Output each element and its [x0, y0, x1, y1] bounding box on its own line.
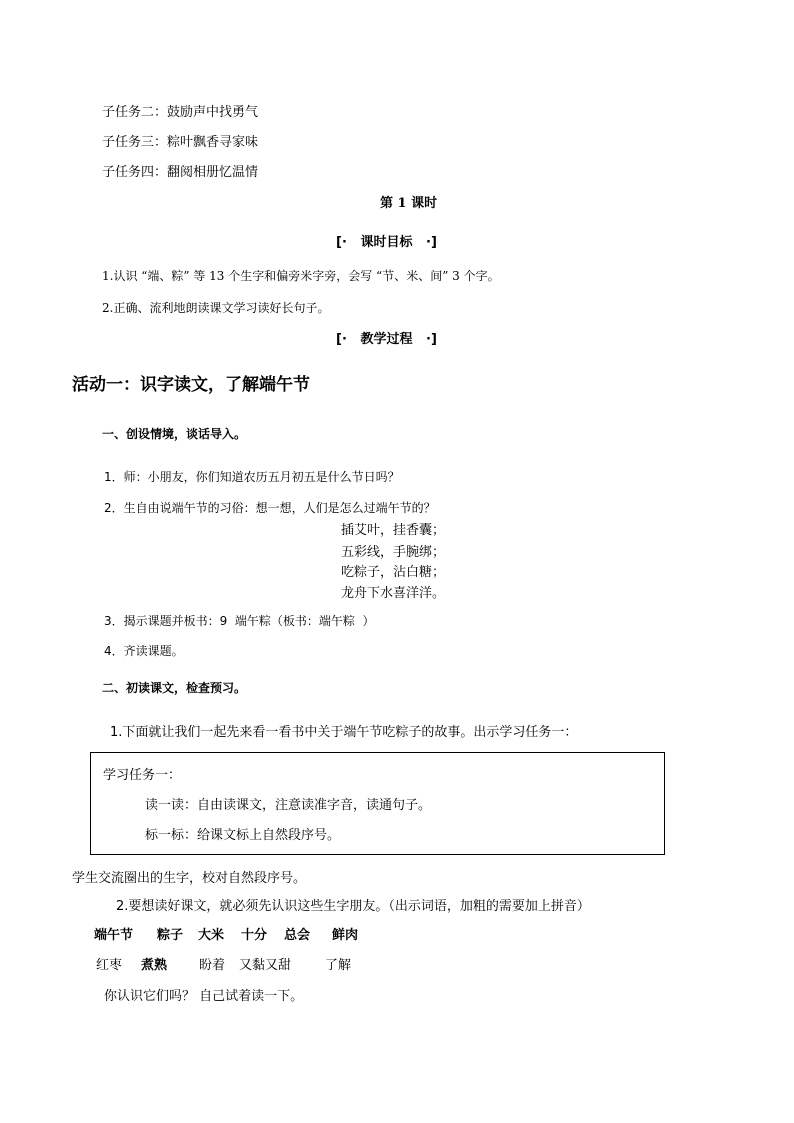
section2-heading: 二、初读课文，检查预习。 [102, 681, 247, 695]
section2-step-1: 1.下面就让我们一起先来看一看书中关于端午节吃粽子的故事。出示学习任务一： [110, 725, 578, 740]
task-box-title: 学习任务一： [103, 768, 182, 783]
activity-title: 活动一：识字读文，了解端午节 [72, 375, 310, 395]
vocab-word: 又黏又甜 [239, 958, 292, 973]
lesson-title: 第 1 课时 [380, 196, 438, 211]
vocab-word: 总会 [284, 928, 311, 943]
section1-item-2: 2．生自由说端午节的习俗：想一想，人们是怎么过端午节的？ [104, 501, 436, 515]
section1-item-4: 4．齐读课题。 [104, 644, 184, 658]
section1-heading: 一、创设情境，谈话导入。 [102, 427, 247, 441]
vocab-word: 大米 [198, 928, 225, 943]
closing-question: 你认识它们吗？ 自己试着读一下。 [104, 989, 304, 1004]
vocab-word: 粽子 [157, 928, 184, 943]
vocab-word: 了解 [325, 958, 352, 973]
section1-item-3: 3．揭示课题并板书：9 端午粽（板书：端午粽 ） [104, 614, 375, 628]
vocab-word: 红枣 [96, 958, 123, 973]
goal-1: 1.认识 “端、粽” 等 13 个生字和偏旁米字旁，会写 “节、米、间” 3 个字。 [102, 269, 500, 283]
poem-line-4: 龙舟下水喜洋洋。 [341, 586, 446, 601]
section1-item-1: 1．师：小朋友，你们知道农历五月初五是什么节日吗？ [104, 470, 400, 484]
goals-heading: [· 课时目标 ·] [336, 235, 437, 250]
student-exchange: 学生交流圈出的生字，校对自然段序号。 [72, 871, 307, 886]
goal-2: 2.正确、流利地朗读课文学习读好长句子。 [102, 301, 330, 315]
subtask-4: 子任务四：翻阅相册忆温情 [102, 165, 259, 180]
poem-line-1: 插艾叶，挂香囊； [341, 523, 446, 538]
vocab-word: 十分 [241, 928, 268, 943]
subtask-2: 子任务二：鼓励声中找勇气 [102, 105, 259, 120]
vocab-word: 鲜肉 [332, 928, 359, 943]
vocab-word: 煮熟 [141, 958, 168, 973]
poem-line-2: 五彩线，手腕绑； [341, 545, 446, 560]
process-heading: [· 教学过程 ·] [336, 332, 437, 347]
subtask-3: 子任务三：粽叶飘香寻家味 [102, 135, 259, 150]
vocab-word: 盼着 [199, 958, 226, 973]
learning-task-box [90, 752, 665, 855]
vocab-word: 端午节 [94, 928, 134, 943]
section2-step-2: 2.要想读好课文，就必须先认识这些生字朋友。（出示词语，加粗的需要加上拼音） [116, 899, 590, 914]
task-box-line-2: 标一标：给课文标上自然段序号。 [145, 828, 341, 843]
poem-line-3: 吃粽子，沾白糖； [341, 565, 446, 580]
task-box-line-1: 读一读：自由读课文，注意读准字音，读通句子。 [145, 798, 432, 813]
